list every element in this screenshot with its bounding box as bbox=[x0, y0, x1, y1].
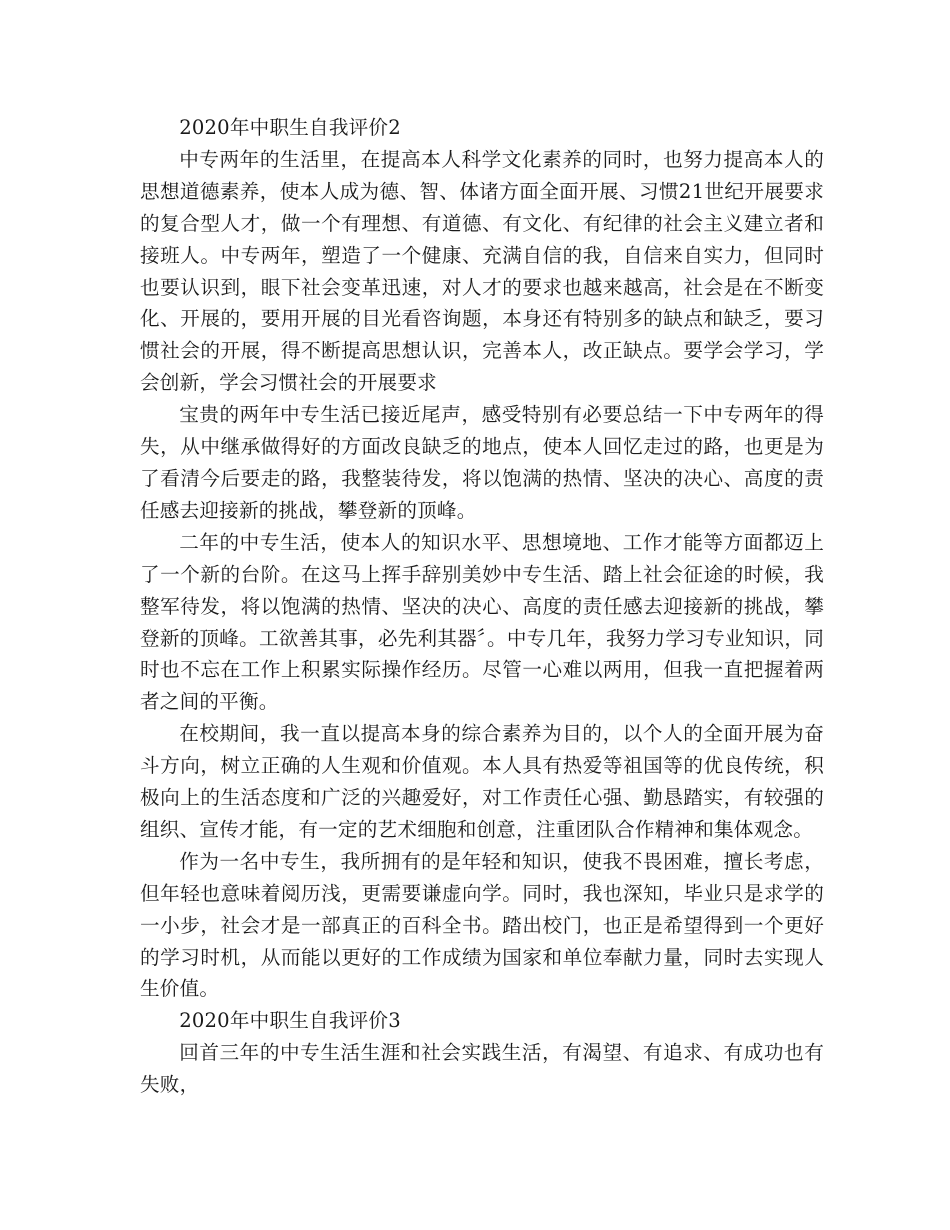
paragraph: 在校期间，我一直以提高本身的综合素养为目的，以个人的全面开展为奋斗方向，树立正确的人生观和价值观。本人具有热爱等祖国等的优良传统，积极向上的生活态度和广泛的兴趣爱好，对工作责任心强、勤恳踏实，有较强的组织、宣传才能，有一定的艺术细胞和创意，注重团队合作精神和集体观念。 bbox=[140, 722, 824, 841]
paragraph: 宝贵的两年中专生活已接近尾声，感受特别有必要总结一下中专两年的得失，从中继承做得好的方面改良缺乏的地点，使本人回忆走过的路，也更是为了看清今后要走的路，我整装待发，将以饱满的热情、坚决的决心、高度的责任感去迎接新的挑战，攀登新的顶峰。 bbox=[140, 403, 824, 522]
document-page bbox=[140, 112, 824, 1101]
paragraph: 作为一名中专生，我所拥有的是年轻和知识，使我不畏困难，擅长考虑，但年轻也意味着阅历浅，更需要谦虚向学。同时，我也深知，毕业只是求学的一小步，社会才是一部真正的百科全书。踏出校门，也正是希望得到一个更好的学习时机，从而能以更好的工作成绩为国家和单位奉献力量，同时去实现人生价值。 bbox=[140, 849, 824, 1001]
paragraph: 二年的中专生活，使本人的知识水平、思想境地、工作才能等方面都迈上了一个新的台阶。在这马上挥手辞别美妙中专生活、踏上社会征途的时候，我整军待发，将以饱满的热情、坚决的决心、高度的责任感去迎接新的挑战，攀登新的顶峰。工欲善其事，必先利其器〞。中专几年，我努力学习专业知识，同时也不忘在工作上积累实际操作经历。尽管一心难以两用，但我一直把握着两者之间的平衡。 bbox=[140, 530, 824, 714]
paragraph: 回首三年的中专生活生涯和社会实践生活，有渴望、有追求、有成功也有失败， bbox=[140, 1041, 824, 1097]
paragraph: 中专两年的生活里，在提高本人科学文化素养的同时，也努力提高本人的思想道德素养，使本人成为德、智、体诸方面全面开展、习惯21世纪开展要求的复合型人才，做一个有理想、有道德、有文化、有纪律的社会主义建立者和接班人。中专两年，塑造了一个健康、充满自信的我，自信来自实力，但同时也要认识到，眼下社会变革迅速，对人才的要求也越来越高，社会是在不断变化、开展的，要用开展的目光看咨询题，本身还有特别多的缺点和缺乏，要习惯社会的开展，得不断提高思想认识，完善本人，改正缺点。要学会学习，学会创新，学会习惯社会的开展要求 bbox=[140, 147, 824, 395]
section-heading-3: 2020年中职生自我评价3 bbox=[179, 1009, 401, 1033]
section-heading-2: 2020年中职生自我评价2 bbox=[179, 116, 401, 139]
